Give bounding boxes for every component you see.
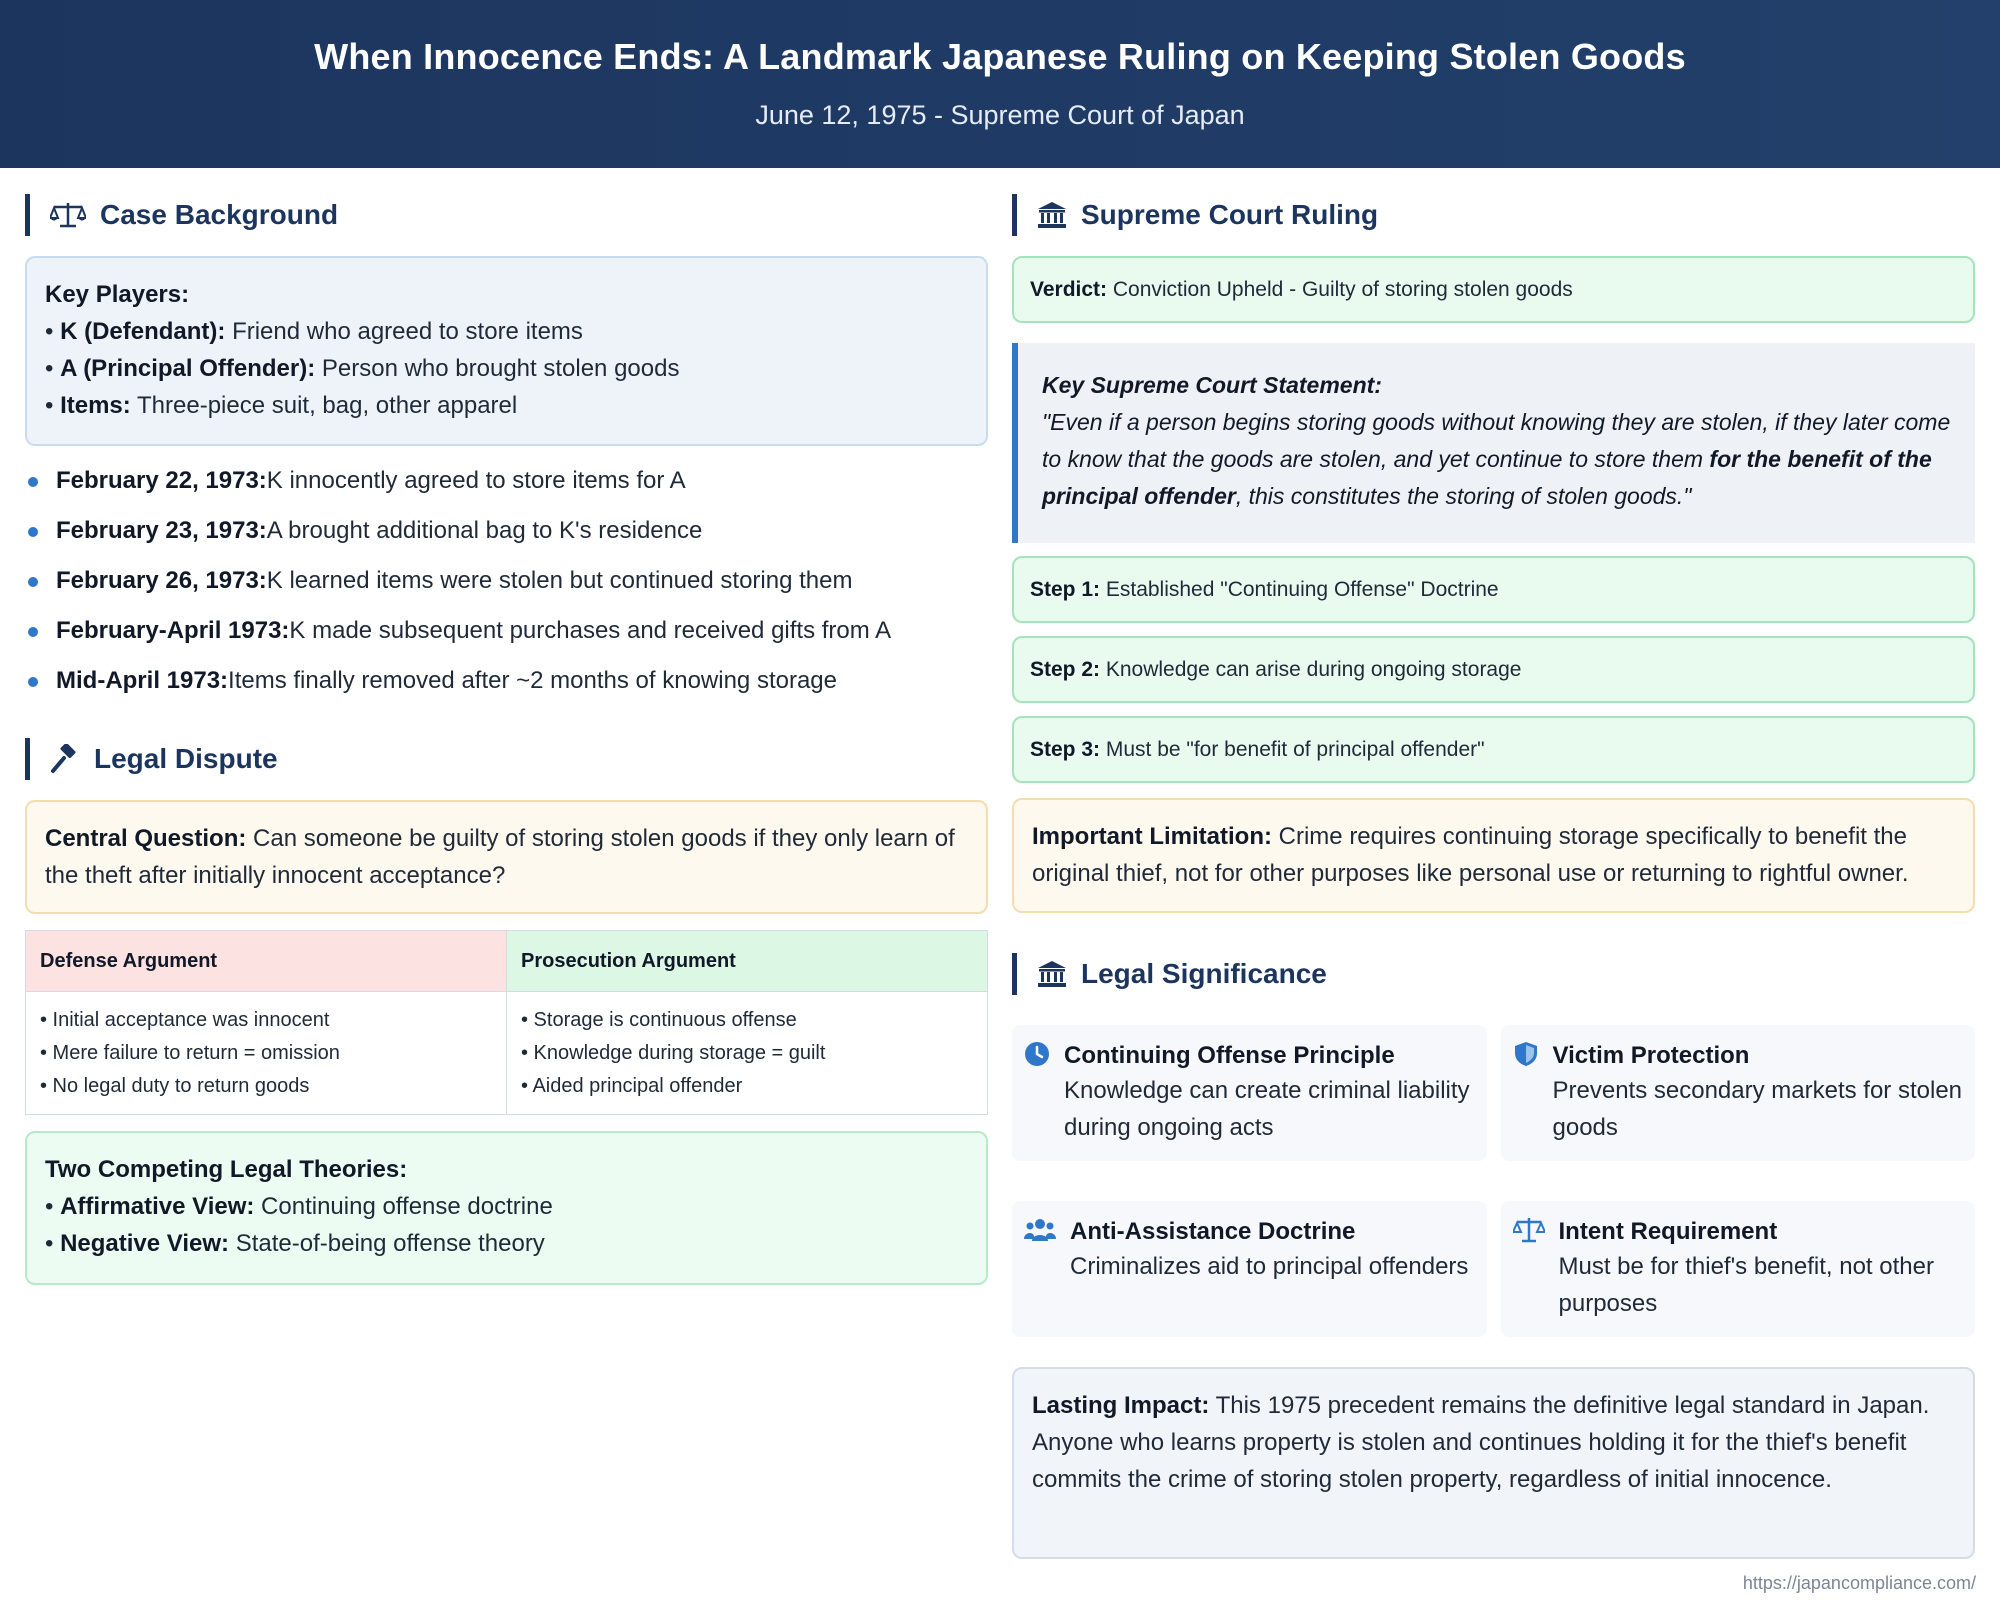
- right-column: [1012, 168, 1975, 1559]
- ruling-step: Step 1: Established "Continuing Offense" Doctrine: [1012, 556, 1975, 623]
- prosecution-heading: Prosecution Argument: [507, 931, 987, 991]
- case-timeline: [25, 456, 988, 706]
- scale-icon: [1513, 1217, 1545, 1243]
- section-title: Legal Significance: [1081, 958, 1327, 989]
- limitation-box: Important Limitation: Crime requires continuing storage specifically to benefit the original thief, not for other purposes like personal use or returning to rightful owner.: [1012, 798, 1975, 913]
- gavel-icon: [50, 744, 80, 774]
- card-title: Intent Requirement: [1558, 1218, 1778, 1245]
- section-title: Supreme Court Ruling: [1081, 199, 1379, 230]
- players-heading: Key Players:: [45, 281, 190, 308]
- court-statement-box: [1012, 343, 1975, 543]
- scale-icon: [50, 201, 86, 229]
- timeline-item: February 26, 1973:K learned items were stolen but continued storing them: [25, 556, 988, 606]
- key-players-box: [25, 256, 988, 446]
- left-column: [25, 168, 988, 1285]
- prosecution-point: • Knowledge during storage = guilt: [521, 1042, 826, 1064]
- player-item: • Items: Three-piece suit, bag, other apparel: [45, 392, 518, 419]
- significance-card: [1501, 1201, 1976, 1337]
- shield-icon: [1513, 1041, 1539, 1067]
- clock-icon: [1024, 1041, 1050, 1067]
- case-background-heading: [25, 194, 988, 236]
- card-description: Criminalizes aid to principal offenders: [1070, 1253, 1469, 1280]
- statement-heading: Key Supreme Court Statement:: [1042, 372, 1382, 398]
- significance-card: [1012, 1025, 1487, 1161]
- theories-box: Two Competing Legal Theories: • Affirmative View: Continuing offense doctrine • Negative View: State-of-being offense theory: [25, 1131, 988, 1285]
- timeline-item: February 22, 1973:K innocently agreed to store items for A: [25, 456, 988, 506]
- defense-point: • Mere failure to return = omission: [40, 1042, 340, 1064]
- lasting-impact-box: Lasting Impact: This 1975 precedent remains the definitive legal standard in Japan. Anyone who learns property is stolen and continues holding it for the thief's benefit commits the crime of storing stolen property, regardless of initial innocence.: [1012, 1367, 1975, 1559]
- ruling-step: Step 2: Knowledge can arise during ongoing storage: [1012, 636, 1975, 703]
- page-title: When Innocence Ends: A Landmark Japanese Ruling on Keeping Stolen Goods: [314, 36, 1686, 77]
- page-header: [0, 0, 2000, 168]
- timeline-item: February-April 1973:K made subsequent purchases and received gifts from A: [25, 606, 988, 656]
- card-description: Must be for thief's benefit, not other purposes: [1558, 1253, 1934, 1317]
- footer-url: https://japancompliance.com/: [1742, 1573, 1976, 1593]
- defense-column: [26, 931, 506, 1114]
- theory-item: • Affirmative View: Continuing offense doctrine: [45, 1193, 553, 1220]
- arguments-table: [25, 930, 988, 1115]
- card-title: Victim Protection: [1552, 1042, 1750, 1069]
- significance-grid: [1012, 1025, 1975, 1337]
- central-question-box: Central Question: Can someone be guilty of storing stolen goods if they only learn of the theft after initially innocent acceptance?: [25, 800, 988, 914]
- supreme-court-ruling-heading: [1012, 194, 1975, 236]
- prosecution-point: • Aided principal offender: [521, 1075, 743, 1097]
- section-title: Case Background: [100, 199, 339, 230]
- significance-card: [1501, 1025, 1976, 1161]
- ruling-step: Step 3: Must be "for benefit of principal offender": [1012, 716, 1975, 783]
- prosecution-point: • Storage is continuous offense: [521, 1009, 797, 1031]
- legal-significance-heading: [1012, 953, 1975, 995]
- significance-card: [1012, 1201, 1487, 1337]
- verdict-box: Verdict: Conviction Upheld - Guilty of storing stolen goods: [1012, 256, 1975, 323]
- player-item: • K (Defendant): Friend who agreed to store items: [45, 318, 583, 345]
- timeline-item: February 23, 1973:A brought additional bag to K's residence: [25, 506, 988, 556]
- courthouse-icon: [1037, 201, 1067, 229]
- statement-quote: "Even if a person begins storing goods without knowing they are stolen, if they later come to know that the goods are stolen, and yet continue to store them for the benefit of the principal offender, this constitutes the storing of stolen goods.": [1042, 409, 1951, 509]
- card-description: Prevents secondary markets for stolen goods: [1552, 1077, 1963, 1141]
- defense-point: • No legal duty to return goods: [40, 1075, 310, 1097]
- theory-item: • Negative View: State-of-being offense theory: [45, 1230, 545, 1257]
- card-title: Continuing Offense Principle: [1064, 1042, 1395, 1069]
- defense-heading: Defense Argument: [26, 931, 506, 991]
- courthouse-icon: [1037, 960, 1067, 988]
- prosecution-column: [506, 931, 987, 1114]
- legal-dispute-heading: [25, 738, 988, 780]
- card-description: Knowledge can create criminal liability during ongoing acts: [1064, 1077, 1470, 1141]
- card-title: Anti-Assistance Doctrine: [1070, 1218, 1356, 1245]
- player-item: • A (Principal Offender): Person who brought stolen goods: [45, 355, 680, 382]
- timeline-item: Mid-April 1973:Items finally removed after ~2 months of knowing storage: [25, 656, 988, 706]
- defense-point: • Initial acceptance was innocent: [40, 1009, 330, 1031]
- page-subtitle: June 12, 1975 - Supreme Court of Japan: [755, 100, 1245, 130]
- section-title: Legal Dispute: [94, 743, 278, 774]
- users-icon: [1024, 1217, 1056, 1243]
